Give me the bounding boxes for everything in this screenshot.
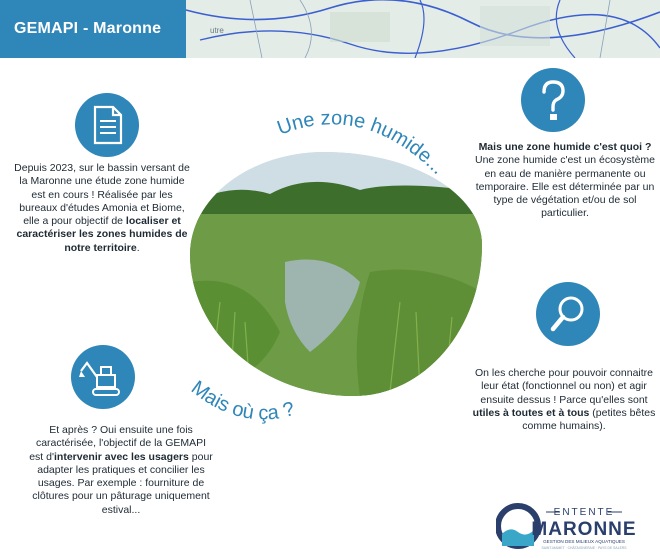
magnifier-icon xyxy=(536,282,600,346)
intro-text: Depuis 2023, sur le bassin versant de la Maronne une étude zone humide est en cours ! Réalisée par les bureaux d'études Amonia et Biome, elle a pour objectif de localiser et caractériser les zones humides de notre territoire. xyxy=(14,162,190,254)
logo-line4: SAINT-MAMET · CHÂTAIGNERAIE · PAYS DE SALERS xyxy=(541,546,627,550)
question-mark-icon xyxy=(521,68,585,132)
definition-text: Mais une zone humide c'est quoi ? Une zone humide c'est un écosystème en eau de manière permanente ou temporaire. Elle est déterminée par un type de végétation et/ou de sol particulier. xyxy=(474,141,656,220)
arc-title-bottom: Mais où ça ? xyxy=(187,376,297,425)
map-label: utre xyxy=(210,26,224,35)
next-steps-text: Et après ? Oui ensuite une fois caractérisée, l'objectif de la GEMAPI est d'intervenir avec les usagers pour adapter les pratiques et concilier les usages. Par exemple : fourniture de clôtures pour un pâturage uniquement estival... xyxy=(29,424,213,516)
search-reason-bold: utiles à toutes et à tous xyxy=(472,406,590,419)
title-box xyxy=(0,0,186,58)
wetland-photo xyxy=(190,152,482,396)
entente-maronne-logo xyxy=(496,500,656,553)
document-icon xyxy=(75,93,139,157)
excavator-icon xyxy=(71,345,135,409)
definition-question: Mais une zone humide c'est quoi ? xyxy=(478,141,652,153)
logo-line1: ENTENTE xyxy=(553,507,615,518)
logo-line2: MARONNE xyxy=(531,519,637,540)
search-reason-text: On les cherche pour pouvoir connaitre leur état (fonctionnel ou non) et agir ensuite dessus ! Parce qu'elles sont utiles à toutes et à tous (petites bêtes comme humains). xyxy=(472,367,656,433)
intro-bold: localiser et caractériser les zones humides de notre territoire xyxy=(16,215,188,254)
arc-title-top: Une zone humide... xyxy=(274,107,450,179)
logo-line3: GESTION DES MILIEUX AQUATIQUES xyxy=(543,539,625,544)
next-steps-bold: intervenir avec les usagers xyxy=(54,450,189,463)
map-banner xyxy=(0,0,660,58)
page-title: GEMAPI - Maronne xyxy=(14,20,162,37)
